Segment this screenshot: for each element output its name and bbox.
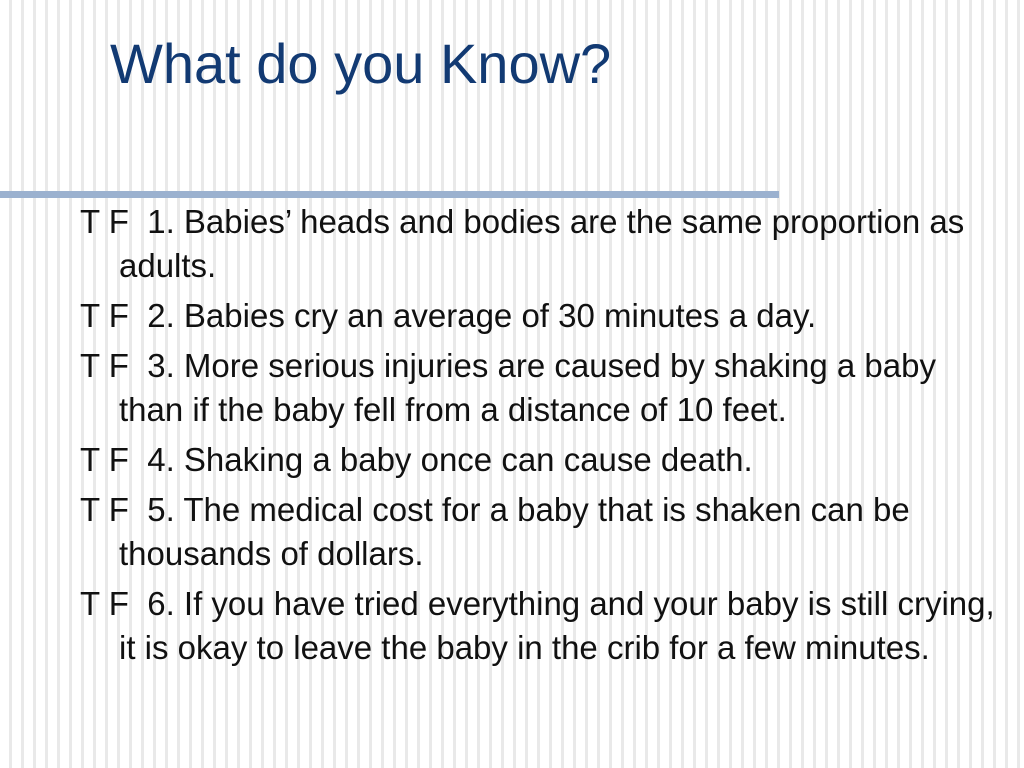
- true-false-marker: T F: [80, 297, 148, 334]
- question-list: [80, 200, 995, 676]
- true-false-marker: T F: [80, 491, 148, 528]
- question-text: 3. More serious injuries are caused by shaking a baby than if the baby fell from a distance of 10 feet.: [119, 347, 936, 428]
- true-false-marker: T F: [80, 441, 148, 478]
- question-text: 4. Shaking a baby once can cause death.: [147, 441, 753, 478]
- true-false-marker: T F: [80, 347, 148, 384]
- question-item-1: [80, 200, 995, 288]
- true-false-marker: T F: [80, 203, 148, 240]
- true-false-marker: T F: [80, 585, 148, 622]
- question-item-6: [80, 582, 995, 670]
- question-item-5: [80, 488, 995, 576]
- question-item-3: [80, 344, 995, 432]
- question-item-2: [80, 294, 995, 338]
- question-text: 2. Babies cry an average of 30 minutes a day.: [147, 297, 817, 334]
- slide-title: What do you Know?: [110, 32, 612, 95]
- question-text: 6. If you have tried everything and your baby is still crying, it is okay to leave the baby in the crib for a few minutes.: [119, 585, 995, 666]
- question-item-4: [80, 438, 995, 482]
- question-text: 5. The medical cost for a baby that is shaken can be thousands of dollars.: [119, 491, 910, 572]
- question-text: 1. Babies’ heads and bodies are the same proportion as adults.: [119, 203, 965, 284]
- title-underline-rule: [0, 191, 779, 198]
